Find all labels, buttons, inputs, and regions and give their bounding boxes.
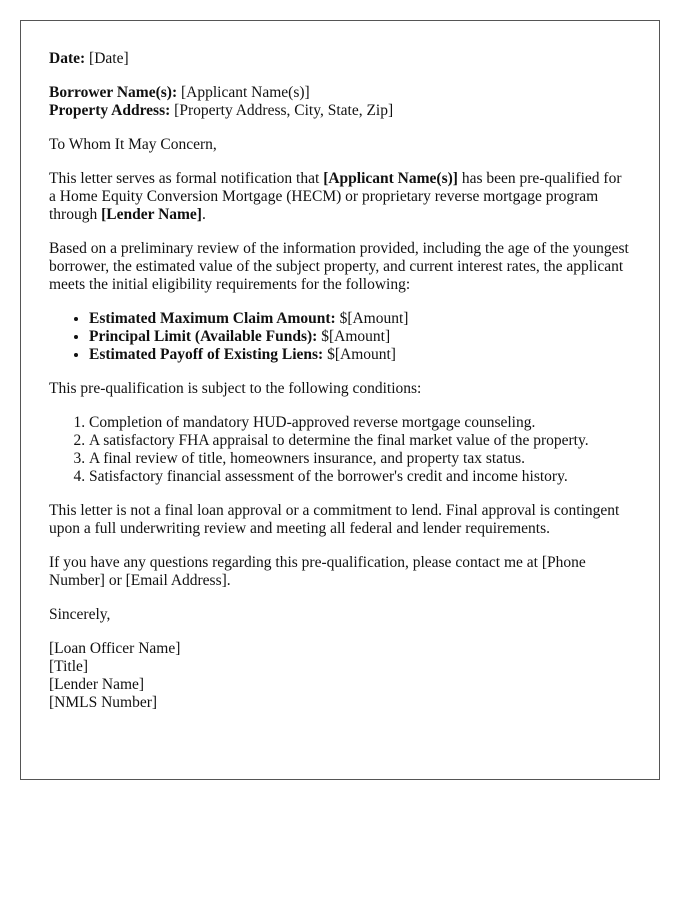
signature-name: [Loan Officer Name] <box>49 640 181 657</box>
address-value: [Property Address, City, State, Zip] <box>170 102 394 119</box>
intro-lender: [Lender Name] <box>101 206 202 223</box>
letter-document <box>20 20 660 780</box>
conditions-intro: This pre-qualification is subject to the following conditions: <box>49 380 422 397</box>
amount-item <box>89 310 631 328</box>
salutation: To Whom It May Concern, <box>49 136 217 153</box>
condition-item: 4. Satisfactory financial assessment of the borrower's credit and income history. <box>89 468 631 486</box>
intro-applicant: [Applicant Name(s)] <box>323 170 458 187</box>
amount-value: $[Amount] <box>335 310 409 327</box>
closing: Sincerely, <box>49 606 111 623</box>
amount-label: Estimated Maximum Claim Amount: <box>89 310 336 327</box>
signature-block <box>49 640 631 712</box>
intro-text-2: has been pre-qualified for a Home Equity Conversion Mortgage (HECM) or proprietary reverse mortgage program through <box>49 170 622 223</box>
condition-item: 3. A final review of title, homeowners insurance, and property tax status. <box>89 450 631 468</box>
borrower-label: Borrower Name(s): <box>49 84 178 101</box>
signature-nmls: [NMLS Number] <box>49 694 158 711</box>
date-value: [Date] <box>85 50 129 67</box>
disclaimer-paragraph: This letter is not a final loan approval or a commitment to lend. Final approval is contingent upon a full underwriting review and meeting all federal and lender requirements. <box>49 502 620 537</box>
borrower-value: [Applicant Name(s)] <box>177 84 310 101</box>
amount-label: Estimated Payoff of Existing Liens: <box>89 346 324 363</box>
review-paragraph: Based on a preliminary review of the information provided, including the age of the youngest borrower, the estimated value of the subject property, and current interest rates, the applicant meets the initial eligibility requirements for the following: <box>49 240 629 293</box>
date-row <box>49 50 631 68</box>
borrower-info <box>49 84 631 120</box>
amount-label: Principal Limit (Available Funds): <box>89 328 318 345</box>
intro-text-3: . <box>201 206 206 223</box>
condition-item: 2. A satisfactory FHA appraisal to determine the final market value of the property. <box>89 432 631 450</box>
amount-item <box>89 346 631 364</box>
address-row <box>49 102 631 120</box>
intro-text-1: This letter serves as formal notification that <box>49 170 324 187</box>
amount-value: $[Amount] <box>323 346 396 363</box>
contact-paragraph: If you have any questions regarding this pre-qualification, please contact me at [Phone Number] or [Email Address]. <box>49 554 586 589</box>
signature-title: [Title] <box>49 658 89 675</box>
date-line <box>49 50 631 68</box>
address-label: Property Address: <box>49 102 171 119</box>
amounts-list <box>49 310 631 364</box>
signature-lender: [Lender Name] <box>49 676 145 693</box>
date-label: Date: <box>49 50 86 67</box>
borrower-row <box>49 84 631 102</box>
conditions-list <box>49 414 631 486</box>
condition-item: 1. Completion of mandatory HUD-approved reverse mortgage counseling. <box>89 414 631 432</box>
amount-value: $[Amount] <box>317 328 391 345</box>
intro-paragraph <box>49 170 631 224</box>
amount-item <box>89 328 631 346</box>
